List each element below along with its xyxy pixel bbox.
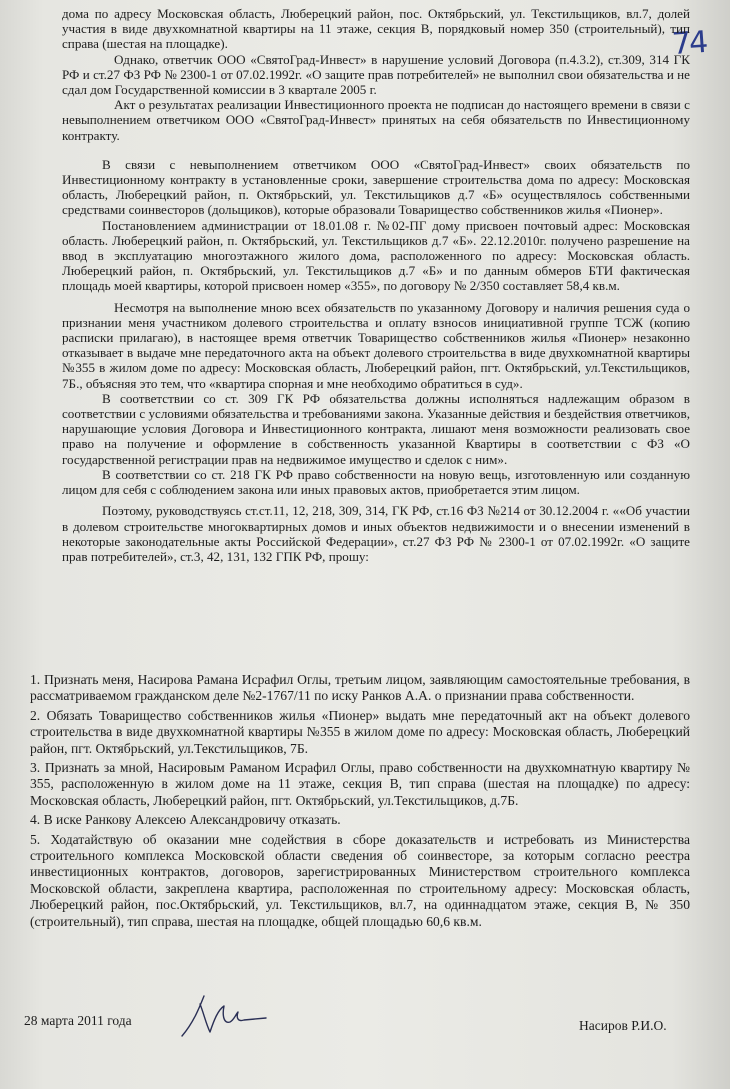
document-date: 28 марта 2011 года	[24, 1013, 132, 1028]
paragraph-8: В соответствии со ст. 218 ГК РФ право собственности на новую вещь, изготовленную или созданную лицом для себя с соблюдением закона или иных правовых актов, приобретается этим лицом.	[62, 466, 690, 498]
request-item: 1. Признать меня, Насирова Рамана Исрафил Оглы, третьим лицом, заявляющим самостоятельные требования, в рассматриваемом гражданском деле №2-1767/11 по иску Ранков А.А. о признании права собственности.	[30, 672, 690, 704]
paragraph-4: В связи с невыполнением ответчиком ООО «СвятоГрад-Инвест» своих обязательств по Инвестиционному контракту в установленные сроки, завершение строительства дома по адресу: Московская область, Люберецкий район, п. Октябрьский, ул. Текстильщиков д.7 «Б» осуществлялось собственными средствами соинвесторов (дольщиков), которые образовали Товарищество собственников жилья «Пионер».	[62, 156, 690, 218]
request-item: 4. В иске Ранкову Алексею Александровичу отказать.	[30, 812, 341, 828]
paragraph-9: Поэтому, руководствуясь ст.ст.11, 12, 218, 309, 314, ГК РФ, ст.16 ФЗ №214 от 30.12.2004 г. ««Об участии в долевом строительстве многоквартирных домов и иных объектов недвижимости и о внесении изменений в некоторые законодательные акты Российской Федерации», ст.27 ФЗ РФ № 2300-1 от 07.02.1992г. «О защите прав потребителей», ст.3, 42, 131, 132 ГПК РФ, прошу:	[62, 503, 690, 564]
request-item: 3. Признать за мной, Насировым Раманом Исрафил Оглы, право собственности на двухкомнатную квартиру № 355, расположенную в жилом доме на 11 этаже, секция В, тип справа (шестая на площадке) по адресу: Московская область, Люберецкий район, пгт. Октябрьский, ул.Текстильщиков, д.7Б.	[30, 760, 690, 808]
paragraph-3: Акт о результатах реализации Инвестиционного проекта не подписан до настоящего времени в связи с невыполнением ответчиком ООО «СвятоГрад-Инвест» принятых на себя обязательств по Инвестиционному контракту.	[62, 97, 690, 143]
handwritten-signature	[174, 992, 274, 1040]
document-body	[62, 6, 690, 564]
signer-name: Насиров Р.И.О.	[579, 1018, 667, 1033]
request-item: 5. Ходатайствую об оказании мне содействия в сборе доказательств и истребовать из Министерства строительного комплекса Московской области сведения об соинвесторе, за которым согласно реестра инвестиционных контрактов, договоров, зарегистрированных Министерством строительного комплекса Московской области, закреплена квартира, расположенная по строительному адресу: Московская область, Люберецкий район, пос.Октябрьский, ул. Текстильщиков, вл.7, на одиннадцатом этаже, секция В, № 350 (строительный), тип справа, шестая на площадке, общей площадью 60,6 кв.м.	[30, 831, 690, 929]
paragraph-2: Однако, ответчик ООО «СвятоГрад-Инвест» в нарушение условий Договора (п.4.3.2), ст.309, 314 ГК РФ и ст.27 ФЗ РФ № 2300-1 от 07.02.1992г. «О защите прав потребителей» не выполнил свои обязательства и не сдал дом Государственной комиссии в 3 квартале 2005 г.	[62, 51, 690, 98]
paragraph-1: дома по адресу Московская область, Люберецкий район, пос. Октябрьский, ул. Текстильщиков, вл.7, долей участия в виде двухкомнатной квартиры на 11 этаже, секция В, порядковый номер 350 (строительный), тип справа (шестая на площадке).	[62, 6, 690, 52]
requests-list	[30, 672, 690, 930]
paragraph-5: Постановлением администрации от 18.01.08 г. №02-ПГ дому присвоен почтовый адрес: Московская область. Люберецкий район, п. Октябрьский, ул. Текстильщиков д.7 «Б». 22.12.2010г. получено разрешение на ввод в эксплуатацию многоэтажного жилого дома, расположенного по адресу: Московская область. Люберецкий район, п. Октябрьский, ул. Текстильщиков д.7 «Б» и по данным обмеров БТИ фактическая площадь моей квартиры, которой присвоен номер «355», по договору № 2/350 составляет 58,4 кв.м.	[62, 217, 690, 294]
paragraph-6: Несмотря на выполнение мною всех обязательств по указанному Договору и наличия решения суда о признании меня участником долевого строительства и оплату взносов инициативной группе ТСЖ (копию расписки прилагаю), в настоящее время ответчик Товарищество собственников жилья «Пионер» незаконно отказывает в выдаче мне передаточного акта на объект долевого строительства в виде двухкомнатной квартиры №355 в жилом доме по адресу: Московская область, Люберецкий район, пгт. Октябрьский, ул.Текстильщиков, 7Б., объясняя это тем, что «квартира спорная и мне необходимо обратиться в суд».	[62, 299, 690, 391]
handwritten-page-number: 74	[670, 24, 708, 63]
paragraph-7: В соответствии со ст. 309 ГК РФ обязательства должны исполняться надлежащим образом в соответствии с условиями обязательства и требованиями закона. Указанные действия и бездействия ответчиков, нарушающие условия Договора и Инвестиционного контракта, лишают меня возможности реализовать свое право на получение и оформление в собственность указанной Квартиры в соответствии с ФЗ «О государственной регистрации прав на недвижимое имущество и сделок с ним».	[62, 390, 690, 467]
request-item: 2. Обязать Товарищество собственников жилья «Пионер» выдать мне передаточный акт на объект долевого строительства в виде двухкомнатной квартиры №355 в жилом доме по адресу: Московская область, Люберецкий район, пгт. Октябрьский, ул.Текстильщиков, 7Б.	[30, 707, 690, 756]
